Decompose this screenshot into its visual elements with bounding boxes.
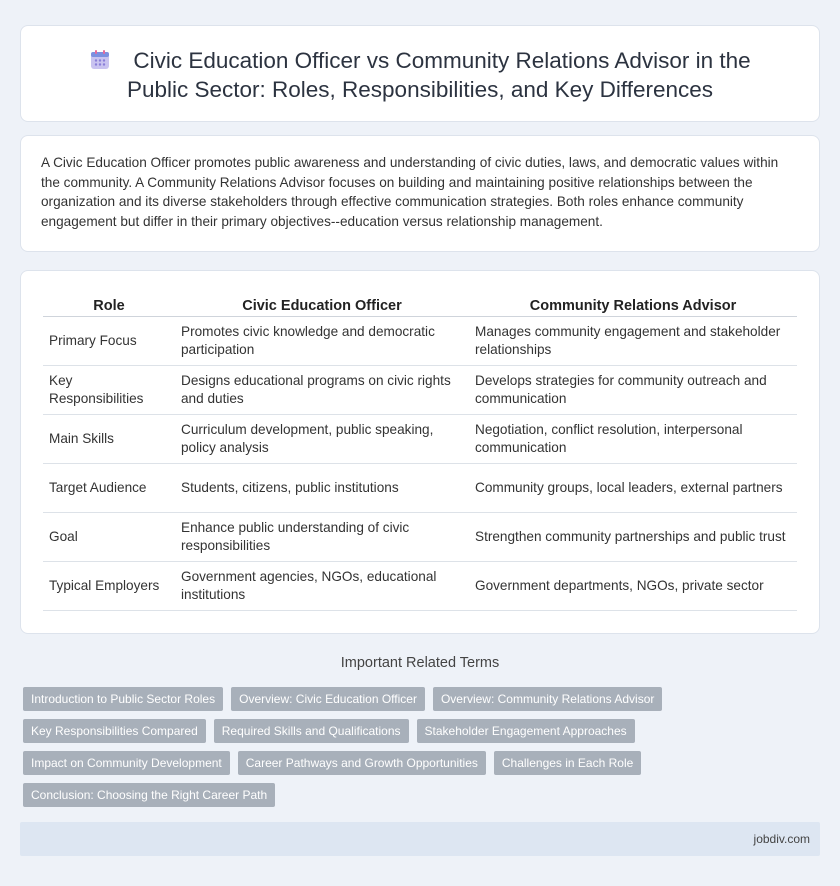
related-term-tag[interactable]: Career Pathways and Growth Opportunities (238, 751, 486, 775)
row-label: Primary Focus (43, 317, 175, 366)
table-cell: Government departments, NGOs, private sector (469, 562, 797, 611)
table-cell: Manages community engagement and stakeholder relationships (469, 317, 797, 366)
table-cell: Government agencies, NGOs, educational institutions (175, 562, 469, 611)
table-row (43, 464, 797, 513)
table-cell: Students, citizens, public institutions (175, 464, 469, 513)
footer-site-link[interactable]: jobdiv.com (753, 832, 810, 846)
table-cell: Designs educational programs on civic rights and duties (175, 366, 469, 415)
comparison-card (20, 270, 820, 634)
table-row (43, 562, 797, 611)
table-row (43, 513, 797, 562)
table-header-row (43, 293, 797, 317)
related-term-tag[interactable]: Challenges in Each Role (494, 751, 641, 775)
row-label: Target Audience (43, 464, 175, 513)
header-card (20, 25, 820, 122)
related-term-tag[interactable]: Required Skills and Qualifications (214, 719, 409, 743)
related-terms-title: Important Related Terms (340, 655, 500, 671)
related-term-tag[interactable]: Key Responsibilities Compared (23, 719, 206, 743)
comparison-table (43, 293, 797, 611)
intro-text: A Civic Education Officer promotes public awareness and understanding of civic duties, laws, and democratic values within the community. A Community Relations Advisor focuses on building and maintaining positive relationships between the organization and its diverse stakeholders through effective communication strategies. Both roles enhance community engagement but differ in their primary objectives--education versus relationship management. (41, 155, 779, 229)
related-term-tag[interactable]: Introduction to Public Sector Roles (23, 687, 223, 711)
table-cell: Curriculum development, public speaking, policy analysis (175, 415, 469, 464)
table-row (43, 366, 797, 415)
table-cell: Enhance public understanding of civic responsibilities (175, 513, 469, 562)
column-header-role: Role (43, 293, 175, 317)
table-cell: Promotes civic knowledge and democratic participation (175, 317, 469, 366)
table-cell: Community groups, local leaders, external partners (469, 464, 797, 513)
table-cell: Develops strategies for community outreach and communication (469, 366, 797, 415)
related-terms-list (23, 687, 813, 807)
table-row (43, 317, 797, 366)
table-cell: Negotiation, conflict resolution, interpersonal communication (469, 415, 797, 464)
row-label: Goal (43, 513, 175, 562)
table-cell: Strengthen community partnerships and public trust (469, 513, 797, 562)
related-term-tag[interactable]: Stakeholder Engagement Approaches (417, 719, 635, 743)
intro-card (20, 135, 820, 252)
related-term-tag[interactable]: Conclusion: Choosing the Right Career Path (23, 783, 275, 807)
row-label: Main Skills (43, 415, 175, 464)
calendar-icon (89, 49, 111, 71)
related-term-tag[interactable]: Overview: Civic Education Officer (231, 687, 425, 711)
row-label: Typical Employers (43, 562, 175, 611)
related-term-tag[interactable]: Overview: Community Relations Advisor (433, 687, 662, 711)
column-header-civic-education-officer: Civic Education Officer (175, 293, 469, 317)
table-row (43, 415, 797, 464)
column-header-community-relations-advisor: Community Relations Advisor (469, 293, 797, 317)
page-title (61, 46, 779, 104)
row-label: Key Responsibilities (43, 366, 175, 415)
related-term-tag[interactable]: Impact on Community Development (23, 751, 230, 775)
page-title-text: Civic Education Officer vs Community Relations Advisor in the Public Sector: Roles, Responsibilities, and Key Differences (126, 48, 751, 102)
footer (20, 822, 820, 856)
